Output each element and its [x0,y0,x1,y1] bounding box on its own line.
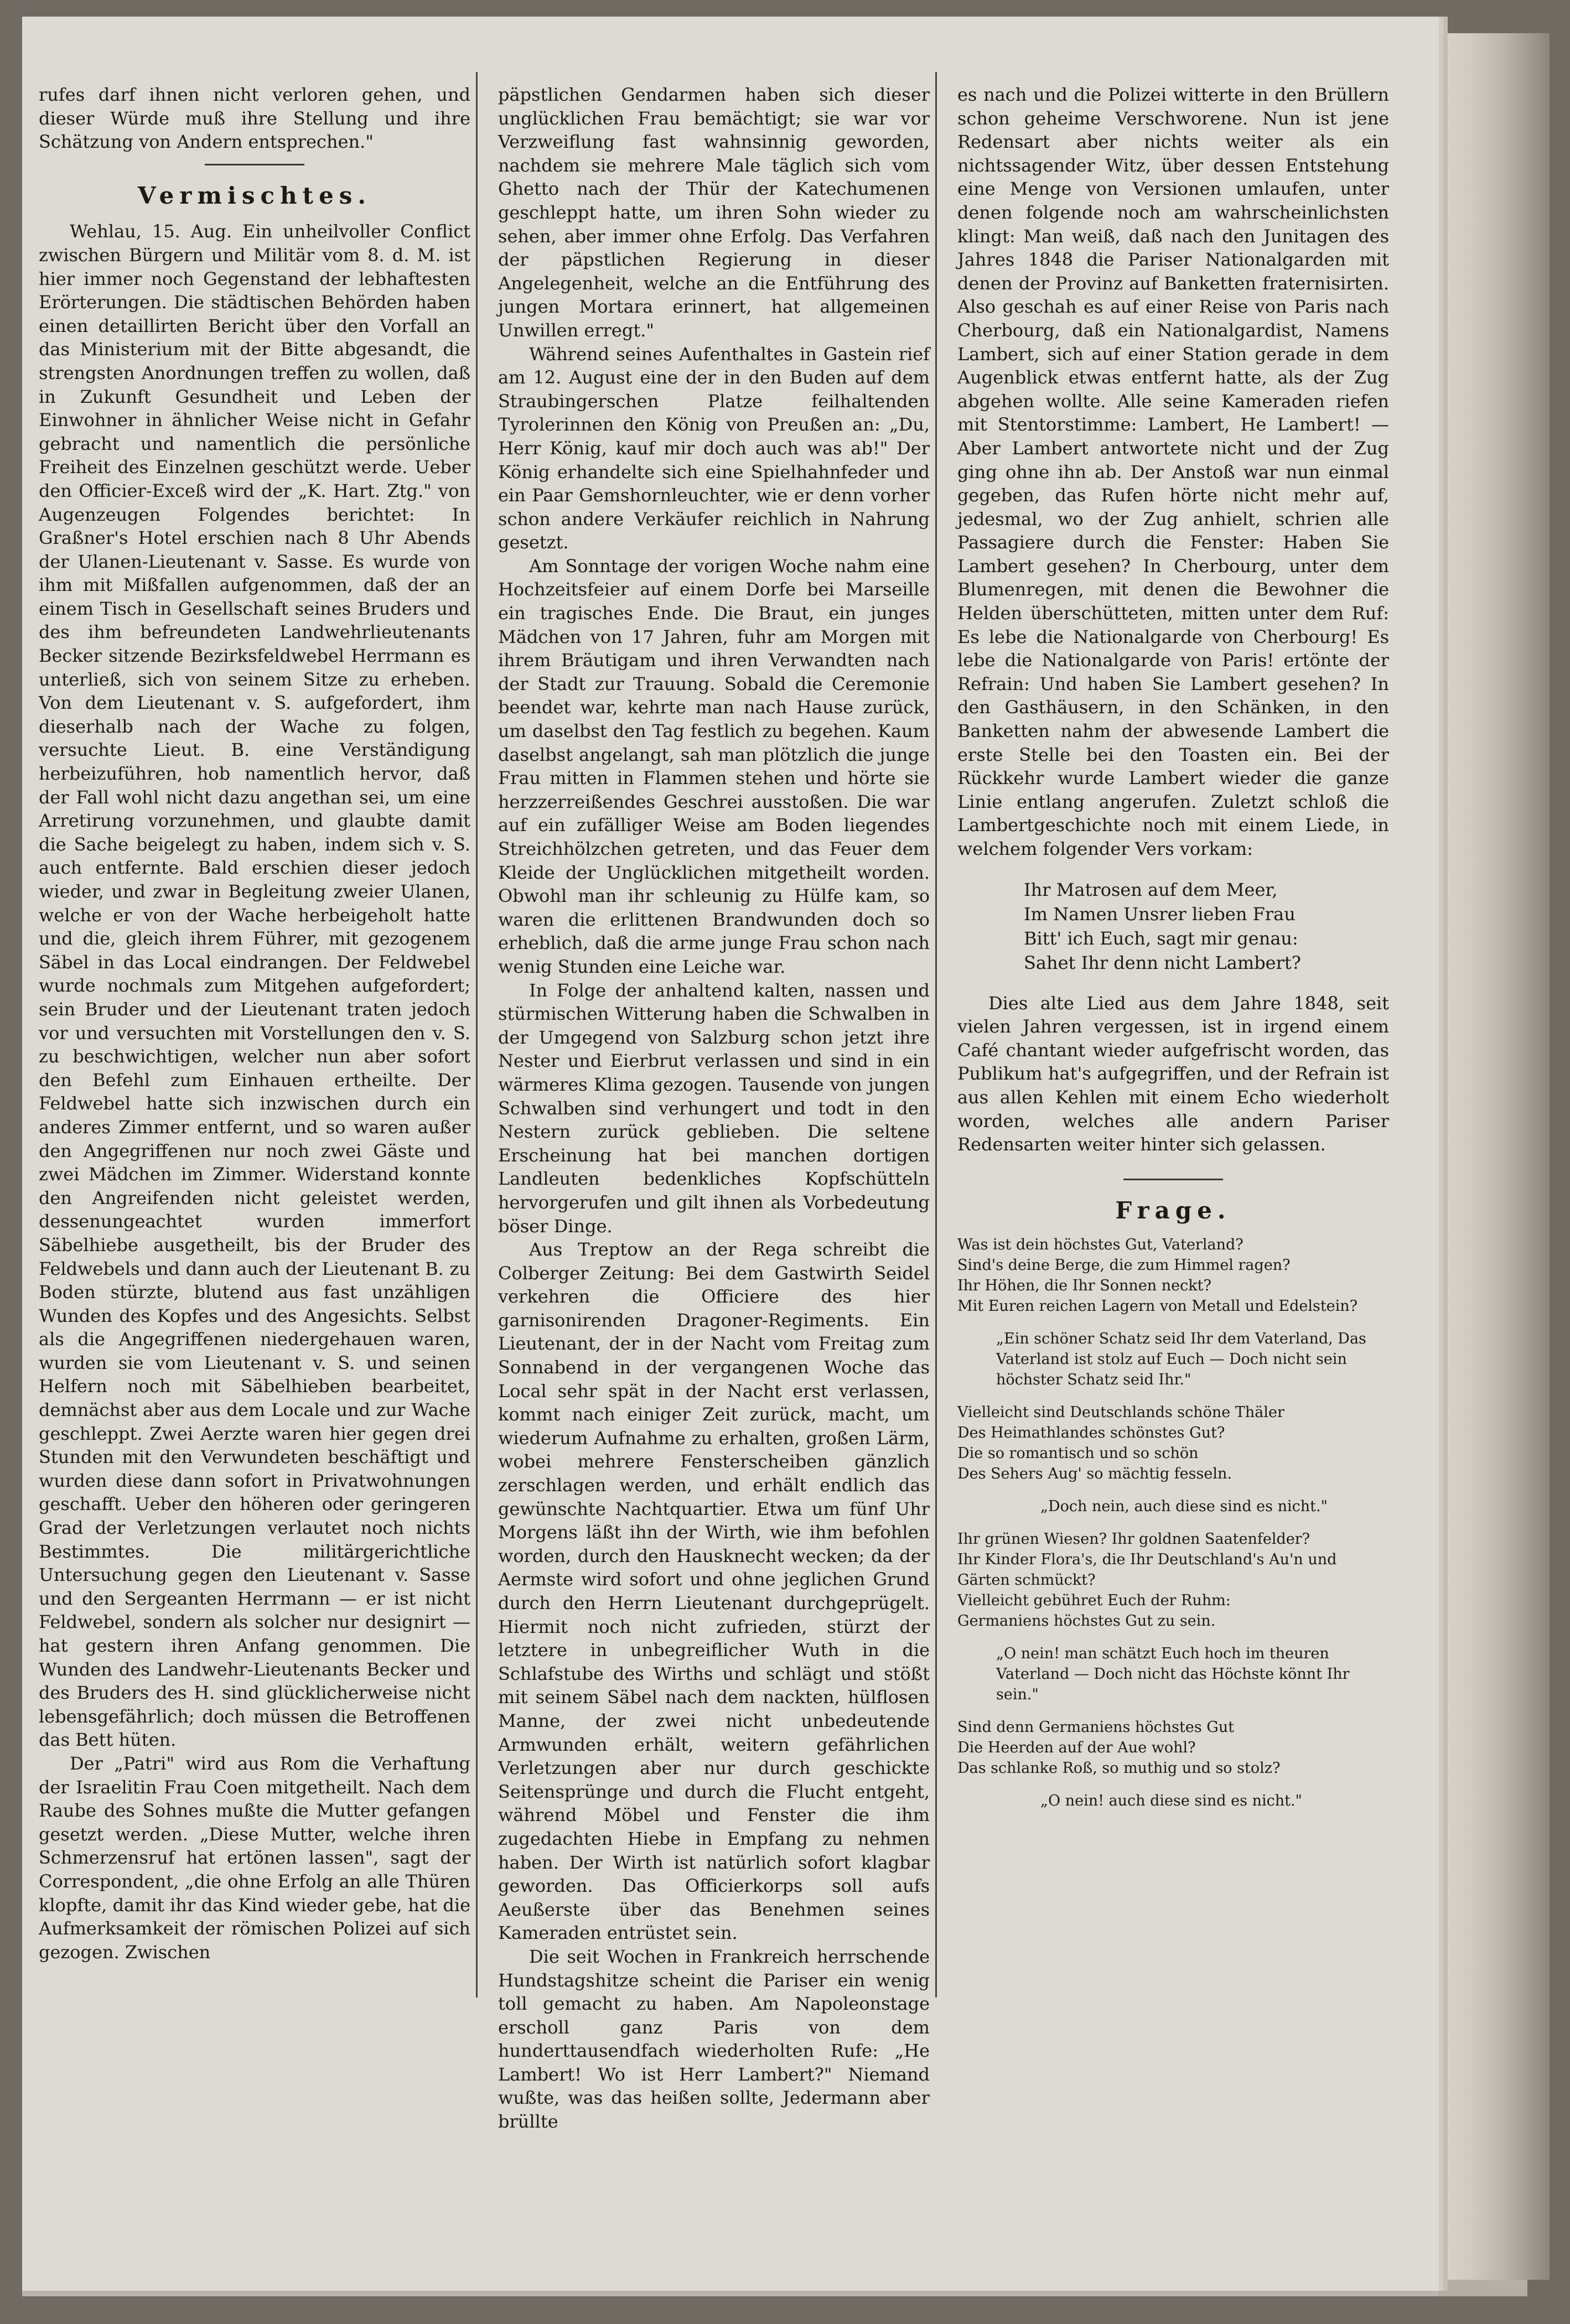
paragraph: Aus Treptow an der Rega schreibt die Colberger Zeitung: Bei dem Gastwirth Seidel verkehren die Officiere des hier garnisonirenden Dragoner-Regiments. Ein Lieutenant, der in der Nacht vom Freitag zum Sonnabend in der vergangenen Woche das Local sehr spät in der Nacht erst verlassen, kommt nach einiger Zeit zurück, macht, um wiederum Aufnahme zu erhalten, großen Lärm, wobei mehrere Fensterscheiben gänzlich zerschlagen werden, und erhält endlich das gewünschte Nachtquartier. Etwa um fünf Uhr Morgens läßt ihn der Wirth, wie ihm befohlen worden, durch den Hausknecht wecken; da der Aermste wird sofort und ohne jeglichen Grund durch den Herrn Lieutenant durchgeprügelt. Hiermit noch nicht zufrieden, stürzt der letztere in unbegreiflicher Wuth in die Schlafstube des Wirths und schlägt und stößt mit seinem Säbel nach dem nackten, hülflosen Manne, der zwei nicht unbedeutende Armwunden erhält, weitern gefährlichen Verletzungen aber nur durch geschickte Seitensprünge und durch die Flucht entgeht, während Möbel und Fenster die ihm zugedachten Hiebe in Empfang zu nehmen haben. Der Wirth ist natürlich sofort klagbar geworden. Das Officierkorps soll aufs Aeußerste über das Benehmen seines Kameraden entrüstet sein. [498,1239,930,1944]
poem-line: Vielleicht sind Deutschlands schöne Thäler [957,1404,1284,1422]
separator-rule [205,164,304,165]
column-rule [476,72,478,1998]
section-heading: Vermischtes. [137,181,372,209]
verse-line: Sahet Ihr denn nicht Lambert? [1024,952,1301,973]
column-3 [957,83,1389,1823]
poem-reply: „O nein! auch diese sind es nicht." [1040,1792,1302,1810]
paragraph: Die seit Wochen in Frankreich herrschende Hundstagshitze scheint die Pariser ein wenig toll gemacht zu haben. Am Napoleonstage erscholl ganz Paris von dem hunderttausendfach wiederholten Rufe: „He Lambert! Wo ist Herr Lambert?" Niemand wußte, was das heißen sollte, Jedermann aber brüllte [498,1946,930,2133]
poem-line: Sind's deine Berge, die zum Himmel ragen? [957,1257,1291,1274]
poem-reply: „Ein schöner Schatz seid Ihr dem Vaterland, Das Vaterland ist stolz auf Euch — Doch nicht sein höchster Schatz seid Ihr." [996,1330,1366,1389]
previous-page-edge [0,33,19,2081]
poem-reply: „Doch nein, auch diese sind es nicht." [1040,1498,1328,1516]
poem-line: Vielleicht gebühret Euch der Ruhm: [957,1592,1231,1610]
poem-line: Ihr Kinder Flora's, die Ihr Deutschland's Au'n und Gärten schmückt? [957,1551,1337,1589]
poem-line: Ihr grünen Wiesen? Ihr goldnen Saatenfelder? [957,1531,1310,1548]
paragraph: Am Sonntage der vorigen Woche nahm eine Hochzeitsfeier auf einem Dorfe bei Marseille ein tragisches Ende. Die Braut, ein junges Mädchen von 17 Jahren, fuhr am Morgen mit ihrem Bräutigam und ihren Verwandten nach der Stadt zur Trauung. Sobald die Ceremonie beendet war, kehrte man nach Hause zurück, um daselbst den Tag festlich zu begehen. Kaum daselbst angelangt, sah man plötzlich die junge Frau mitten in Flammen stehen und hörte sie herzzerreißendes Geschrei ausstoßen. Die war auf ein zufälliger Weise am Boden liegendes Streichhölzchen getreten, und das Feuer dem Kleide der Unglücklichen mitgetheilt worden. Obwohl man ihr schleunig zu Hülfe kam, so waren die erlittenen Brandwunden doch so erheblich, daß die arme junge Frau schon nach wenig Stunden eine Leiche war. [498,555,930,977]
column-rule [935,72,937,1998]
poem-line: Des Heimathlandes schönstes Gut? [957,1424,1225,1442]
poem-heading: Frage. [1115,1196,1231,1224]
poem-line: Mit Euren reichen Lagern von Metall und Edelstein? [957,1298,1358,1315]
paragraph: Dies alte Lied aus dem Jahre 1848, seit vielen Jahren vergessen, ist in irgend einem Café chantant wieder aufgefrischt worden, das Publikum hat's aufgegriffen, und der Refrain ist aus allen Kehlen mit einem Echo wiederholt worden, welches alle andern Pariser Redensarten weiter hinter sich gelassen. [957,992,1389,1155]
paragraph: rufes darf ihnen nicht verloren gehen, und dieser Würde muß ihre Stellung und ihre Schätzung von Andern entsprechen." [39,84,470,153]
poem-reply: „O nein! man schätzt Euch hoch im theuren Vaterland — Doch nicht das Höchste könnt Ihr sein." [996,1645,1350,1704]
paragraph: Der „Patri" wird aus Rom die Verhaftung der Israelitin Frau Coen mitgetheilt. Nach dem Raube des Sohnes mußte die Mutter gefangen gesetzt werden. „Diese Mutter, welche ihren Schmerzensruf hat ertönen lassen", sagt der Correspondent, „die ohne Erfolg an alle Thüren klopfte, damit ihr das Kind wieder gebe, hat die Aufmerksamkeit der römischen Polizei auf sich gezogen. Zwischen [39,1752,470,1963]
poem-line: Die Heerden auf der Aue wohl? [957,1739,1196,1757]
song-verse [1024,878,1389,975]
paragraph: es nach und die Polizei witterte in den Brüllern schon geheime Verschworene. Nun ist jene Redensart aber nichts weiter als ein nichtssagender Witz, über dessen Entstehung eine Menge von Versionen umlaufen, unter denen folgende noch am wahrscheinlichsten klingt: Man weiß, daß nach den Junitagen des Jahres 1848 die Pariser Nationalgarden mit denen der Provinz auf Banketten fraternisirten. Also geschah es auf einer Reise von Paris nach Cherbourg, daß ein Nationalgardist, Namens Lambert, sich auf einer Station gerade in dem Augenblick etwas entfernt hatte, als der Zug abgehen wollte. Alle seine Kameraden riefen mit Stentorstimme: Lambert, He Lambert! — Aber Lambert antwortete nicht und der Zug ging ohne ihn ab. Der Anstoß war nun einmal gegeben, das Rufen hörte nicht mehr auf, jedesmal, wo der Zug anhielt, schrien alle Passagiere durch die Fenster: Haben Sie Lambert gesehen? In Cherbourg, unter dem Blumenregen, mit denen die Bewohner die Helden überschütteten, mitten unter dem Ruf: Es lebe die Nationalgarde von Cherbourg! Es lebe die Nationalgarde von Paris! ertönte der Refrain: Und haben Sie Lambert gesehen? In den Gasthäusern, in den Schänken, in den Banketten nahm der abwesende Lambert die erste Stelle bei den Toasten ein. Bei der Rückkehr wurde Lambert wieder die ganze Linie entlang angerufen. Zuletzt schloß die Lambertgeschichte noch mit einem Liede, in welchem folgender Vers vorkam: [957,84,1389,859]
poem-line: Germaniens höchstes Gut zu sein. [957,1612,1216,1630]
column-1 [39,83,470,1964]
poem-line: Ihr Höhen, die Ihr Sonnen neckt? [957,1277,1211,1295]
paragraph: In Folge der anhaltend kalten, nassen und stürmischen Witterung haben die Schwalben in der Umgegend von Salzburg schon jetzt ihre Nester und Eierbrut verlassen und sind in ein wärmeres Klima gezogen. Tausende von jungen Schwalben sind verhungert und todt in den Nestern zurück geblieben. Die seltene Erscheinung hat bei manchen dortigen Landleuten bedenkliches Kopfschütteln hervorgerufen und gilt ihnen als Vorbedeutung böser Dinge. [498,979,930,1237]
poem-line: Die so romantisch und so schön [957,1445,1199,1462]
poem [957,1234,1389,1811]
verse-line: Im Namen Unsrer lieben Frau [1024,903,1296,925]
poem-line: Des Sehers Aug' so mächtig fesseln. [957,1465,1232,1483]
poem-line: Sind denn Germaniens höchstes Gut [957,1719,1235,1736]
poem-line: Das schlanke Roß, so muthig und so stolz? [957,1760,1281,1777]
paragraph: Wehlau, 15. Aug. Ein unheilvoller Conflict zwischen Bürgern und Militär vom 8. d. M. ist hier immer noch Gegenstand der lebhaftesten Erörterungen. Die städtischen Behörden haben einen detaillirten Bericht über den Vorfall an das Ministerium mit der Bitte abgesandt, die strengsten Anordnungen treffen zu wollen, daß in Zukunft Gesundheit und Leben der Einwohner in ähnlicher Weise nicht in Gefahr gebracht und namentlich die persönliche Freiheit des Einzelnen geschützt werde. Ueber den Officier-Exceß wird der „K. Hart. Ztg." von Augenzeugen Folgendes berichtet: In Graßner's Hotel erschien nach 8 Uhr Abends der Ulanen-Lieutenant v. Sasse. Es wurde von ihm mit Mißfallen aufgenommen, daß der an einem Tisch in Gesellschaft seines Bruders und des ihm befreundeten Landwehrlieutenants Becker sitzende Bezirksfeldwebel Herrmann es unterließ, sich von seinem Sitze zu erheben. Von dem Lieutenant v. S. aufgefordert, ihm dieserhalb nach der Wache zu folgen, versuchte Lieut. B. eine Verständigung herbeizuführen, hob namentlich hervor, daß der Fall wohl nicht dazu angethan sei, um eine Arretirung vorzunehmen, und glaubte damit die Sache beigelegt zu haben, indem sich v. S. auch entfernte. Bald erschien dieser jedoch wieder, und zwar in Begleitung zweier Ulanen, welche er von der Wache herbeigeholt hatte und die, gleich ihrem Führer, mit gezogenem Säbel in das Local eindrangen. Der Feldwebel wurde nochmals zum Mitgehen aufgefordert; sein Bruder und der Lieutenant traten jedoch vor und versuchten mit Vorstellungen den v. S. zu beschwichtigen, welcher nun aber sofort den Befehl zum Einhauen ertheilte. Der Feldwebel hatte sich inzwischen durch ein anderes Zimmer entfernt, und so waren außer den Angegriffenen nur noch zwei Gäste und zwei Mädchen im Zimmer. Widerstand konnte den Angreifenden nicht geleistet werden, dessenungeachtet wurden immerfort Säbelhiebe ausgetheilt, bis der Bruder des Feldwebels und dann auch der Lieutenant B. zu Boden stürzte, blutend aus fast unzähligen Wunden des Kopfes und des Angesichts. Selbst als die Angegriffenen niedergehauen waren, wurden sie vom Lieutenant v. S. und seinen Helfern noch mit Säbelhieben bearbeitet, demnächst aber aus dem Locale und zur Wache geschleppt. Zwei Aerzte waren hier gegen drei Stunden mit den Verwundeten beschäftigt und wurden diese dann sofort in Privatwohnungen geschafft. Ueber den höheren oder geringeren Grad der Verletzungen verlautet noch nichts Bestimmtes. Die militärgerichtliche Untersuchung gegen den Lieutenant v. Sasse und den Sergeanten Herrmann — er ist nicht Feldwebel, sondern als solcher nur designirt — hat gestern ihren Anfang genommen. Die Wunden des Landwehr-Lieutenants Becker und des Bruders des H. sind glücklicherweise nicht lebensgefährlich; doch müssen die Betroffenen das Bett hüten. [39,221,470,1751]
page-stack-right [1439,33,1550,2280]
separator-rule [1123,1179,1223,1180]
poem-line: Was ist dein höchstes Gut, Vaterland? [957,1236,1243,1254]
verse-line: Ihr Matrosen auf dem Meer, [1024,879,1278,900]
verse-line: Bitt' ich Euch, sagt mir genau: [1024,927,1298,949]
paragraph: Während seines Aufenthaltes in Gastein rief am 12. August eine der in den Buden auf dem Straubingerschen Platze feilhaltenden Tyrolerinnen den König von Preußen an: „Du, Herr König, kauf mir doch auch was ab!" Der König erhandelte sich eine Spielhahnfeder und ein Paar Gemshornleuchter, wie er denn vorher schon andere Verkäufer reichlich in Nahrung gesetzt. [498,343,930,553]
column-2 [498,83,930,2134]
paragraph: päpstlichen Gendarmen haben sich dieser unglücklichen Frau bemächtigt; sie war vor Verzweiflung fast wahnsinnig geworden, nachdem sie mehrere Male täglich sich vom Ghetto nach der Thür der Katechumenen geschleppt hatte, um ihren Sohn wieder zu sehen, aber immer ohne Erfolg. Das Verfahren der päpstlichen Regierung in dieser Angelegenheit, welche an die Entführung des jungen Mortara erinnert, hat allgemeinen Unwillen erregt." [498,84,930,341]
